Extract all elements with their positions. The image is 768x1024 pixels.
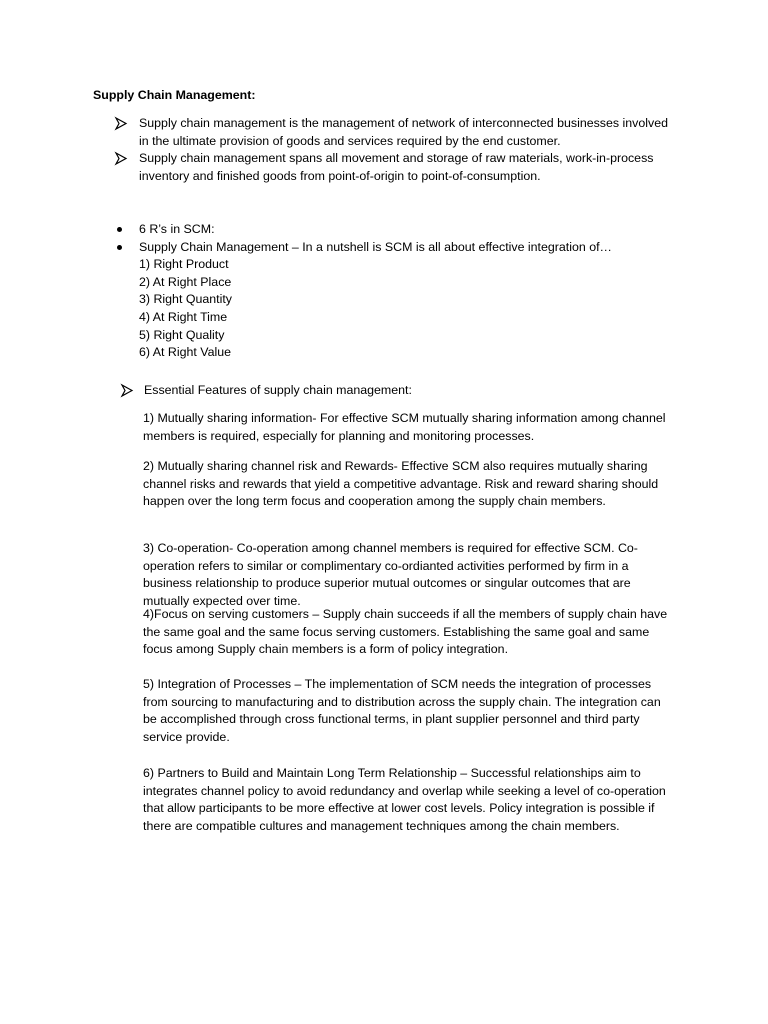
rs-item: 1) Right Product	[139, 257, 229, 272]
rs-item: 2) At Right Place	[139, 274, 232, 289]
features-heading: Essential Features of supply chain management:	[144, 383, 412, 397]
intro-list	[114, 115, 674, 185]
rs-item: 5) Right Quality	[139, 327, 225, 342]
intro-item	[114, 150, 674, 185]
rs-item: 4) At Right Time	[139, 309, 228, 324]
rs-item: 6) At Right Value	[139, 345, 232, 360]
document-title: Supply Chain Management:	[93, 88, 256, 102]
features-heading-item	[120, 382, 680, 400]
rs-summary: Supply Chain Management – In a nutshell is SCM is all about effective integration of…	[139, 239, 612, 254]
feature-paragraph: 2) Mutually sharing channel risk and Rewards- Effective SCM also requires mutually sharing channel risks and rewards that yield a competitive advantage. Risk and reward sharing should happen over the long term focus and cooperation among the supply chain members.	[143, 459, 659, 509]
intro-text: Supply chain management spans all movement and storage of raw materials, work-in-process inventory and finished goods from point-of-origin to point-of-consumption.	[139, 151, 654, 183]
intro-item	[114, 115, 674, 150]
arrow-bullet-icon	[114, 150, 128, 167]
rs-summary-item	[114, 239, 674, 257]
feature-paragraph: 4)Focus on serving customers – Supply chain succeeds if all the members of supply chain have the same goal and the same focus serving customers. Establishing the same goal and same focus among Supply chain members is a form of policy integration.	[143, 607, 668, 657]
arrow-bullet-icon	[120, 382, 134, 399]
bullet-dot-icon	[117, 245, 122, 250]
feature-paragraph: 1) Mutually sharing information- For effective SCM mutually sharing information among channel members is required, especially for planning and monitoring processes.	[143, 411, 666, 443]
feature-paragraph: 6) Partners to Build and Maintain Long Term Relationship – Successful relationships aim to integrates channel policy to avoid redundancy and overlap while seeking a level of co-operation that allow participants to be more effective at lower cost levels. Policy integration is possible if there are compatible cultures and management techniques among the chain members.	[143, 766, 666, 833]
rs-list	[114, 221, 674, 362]
intro-text: Supply chain management is the management of network of interconnected businesses involved in the ultimate provision of goods and services required by the end customer.	[139, 116, 668, 148]
feature-paragraph: 5) Integration of Processes – The implementation of SCM needs the integration of processes from sourcing to manufacturing and to distribution across the supply chain. The integration can be accomplished through cross functional terms, in plant supplier personnel and third party service provide.	[143, 677, 661, 744]
feature-paragraph: 3) Co-operation- Co-operation among channel members is required for effective SCM. Co-operation refers to similar or complimentary co-ordianted activities performed by firm in a business relationship to produce superior mutual outcomes or singular outcomes that are mutually expected over time.	[143, 541, 638, 608]
rs-item: 3) Right Quantity	[139, 292, 232, 307]
arrow-bullet-icon	[114, 115, 128, 132]
bullet-dot-icon	[117, 227, 122, 232]
rs-heading-item	[114, 221, 674, 239]
rs-heading: 6 R’s in SCM:	[139, 222, 215, 236]
